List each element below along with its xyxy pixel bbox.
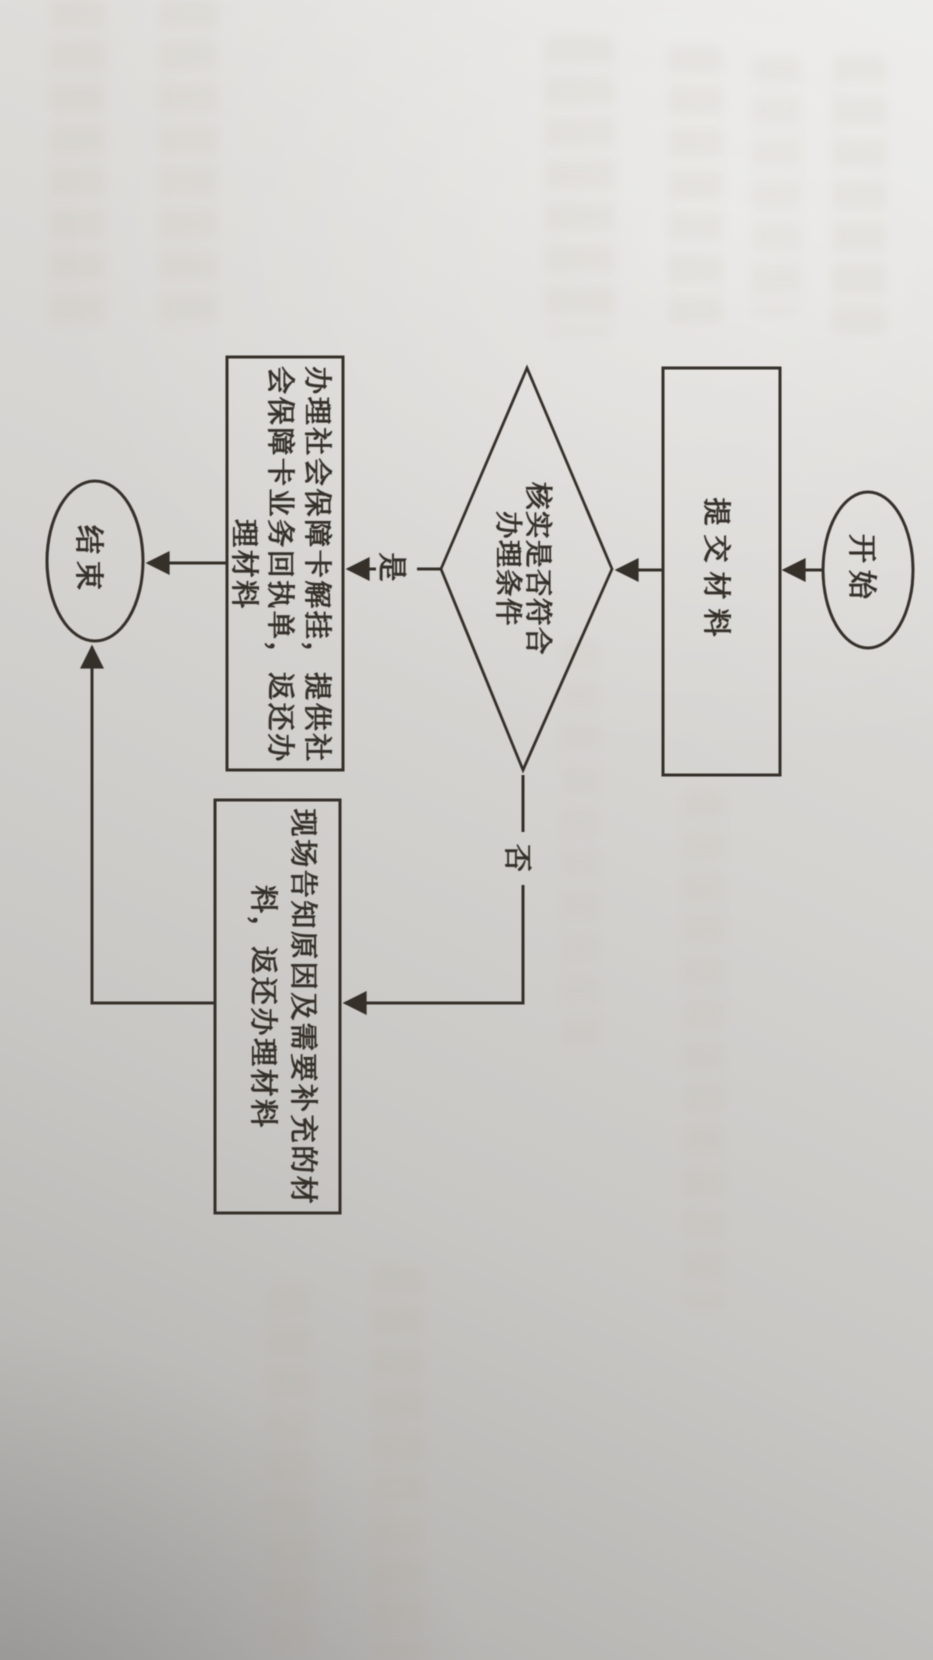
- handle-label: 办理社会保障卡解挂，提供社会保障卡业务回执单，返还办理材料: [229, 366, 333, 764]
- no-branch-label: 否: [502, 843, 533, 872]
- submit-label: 提交材料: [701, 497, 732, 646]
- arrow-no-to-inform: [345, 885, 523, 1003]
- arrow-inform-to-end: [92, 647, 215, 1003]
- yes-branch-label: 是: [375, 552, 407, 582]
- decision-label: 核实是否符合办理条件: [493, 482, 554, 656]
- inform-label: 现场告知原因及需要补充的材料，返还办理材料: [248, 808, 319, 1207]
- start-label: 开始: [845, 533, 877, 606]
- end-label: 结束: [72, 524, 104, 597]
